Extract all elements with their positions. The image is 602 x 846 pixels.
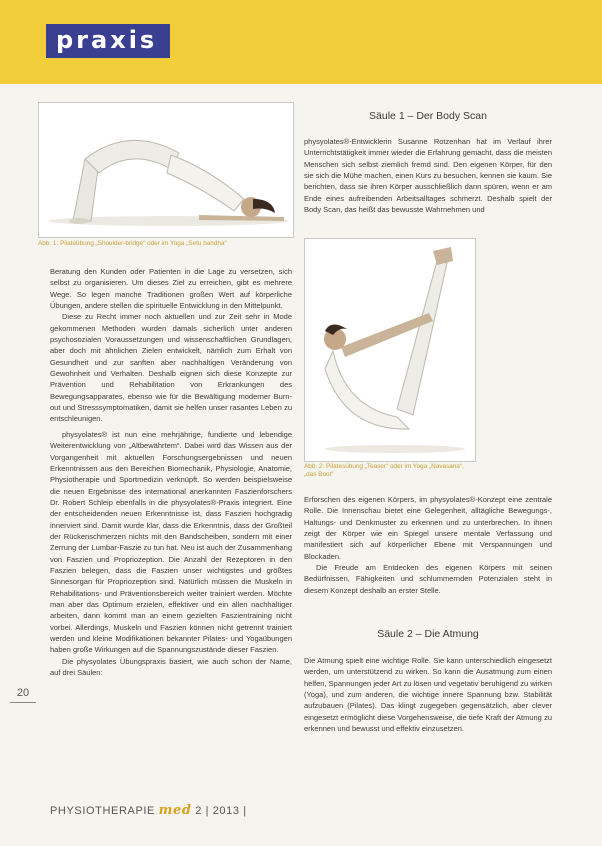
teaser-boat-illustration: [305, 239, 475, 461]
page-number: 20: [16, 687, 30, 699]
footer-issue: 2 | 2013 |: [195, 805, 247, 817]
left-paragraph-4: Die physyolates Übungspraxis basiert, wie auch schon der Name, auf drei Säulen:: [50, 656, 292, 678]
heading-saeule-2: Säule 2 – Die Atmung: [377, 628, 479, 640]
section-tab: [46, 24, 170, 58]
shoulder-bridge-illustration: [39, 103, 293, 237]
footer-magazine-name: PHYSIOTHERAPIE: [50, 805, 155, 817]
section-label: praxis: [56, 26, 158, 54]
right-column-text-2: [304, 494, 552, 596]
right-paragraph-1: physyolates®-Entwicklerin Susanne Rotzenhan hat im Verlauf ihrer Unterrichtstätigkeit immer wieder die Erfahrung gemacht, dass die meisten Menschen sich selbst ziemlich fremd sind. Den eigenen Körper, für den sie sich die Mühe machen, einen Kurs zu besuchen, kennen sie kaum. Sie berichten, dass sie ihren Körper ausschließlich dann spüren, wenn er am Ende eines aufreibenden Arbeitsalltages schmerzt. Deshalb spielt der Body Scan, das heißt das bewusste Wahrnehmen und: [304, 137, 552, 215]
right-column-text-1: [304, 136, 552, 215]
heading-saeule-1: Säule 1 – Der Body Scan: [369, 110, 487, 122]
figure-1-photo: [38, 102, 294, 238]
footer-brand-med: med: [158, 803, 192, 818]
left-paragraph-2: Diese zu Recht immer noch aktuellen und zur Zeit sehr in Mode gekommenen Methoden wurden damals sicherlich unter anderen psychosozialen Voraussetzungen und wissenschaftlichen Grundlagen, aber doch mit ähnlichen Zielen entwickelt, nämlich zum Erhalt von Gesundheit und zur sanften aber nachhaltigen Veränderung von Gewohnheit und Verhalten. Deshalb eignen sich diese Konzepte zur Prävention und Rehabilitation von Erkrankungen des Bewegungsapparates, ebenso wie für die Bewältigung moderner Burn-out und Stresssymptomatiken, damit sie helfen unser rasantes Leben zu entschleunigen.: [50, 312, 292, 424]
right-column-text-3: [304, 655, 552, 734]
right-paragraph-2: Erforschen des eigenen Körpers, im physyolates®-Konzept eine zentrale Rolle. Die Innenschau bietet eine Gelegenheit, alltägliche Bewegungs-, Haltungs- und Denkmuster zu erkennen und zu unterbrechen. In ihnen zeigt der Körper wie ein Spiegel unsere mentale Verfassung und manifestiert sich auf körperlicher Ebene mit Verspannungen und Blockaden.: [304, 495, 552, 561]
figure-2-photo: [304, 238, 476, 462]
left-paragraph-3: physyolates® ist nun eine mehrjährige, fundierte und lebendige Weiterentwicklung von „Altbewährtem“. Dabei wird das Wissen aus der Vorgangenheit mit aktuellen Forschungsergebnissen und neuen Erkenntnissen aus den Bereichen Biomechanik, Physiologie, Anatomie, Physiotherapie und Sportmedizin verknüpft. So werden beispielsweise die neuen Ergebnisse des international anerkannten Faszienforschers Dr. Robert Schleip ebenfalls in die physyolates®-Praxis integriert. Eine der entscheidenden neuen Erkenntnisse ist, dass Faszien hochgradig innerviert sind. Damit wurde klar, dass die Erkenntnis, dass der Großteil der Rückenschmerzen nichts mit den Bandscheiben, sondern mit einer Zerrung der Lumbar-Faszie zu tun hat. Neu ist auch der Zusammenhang von Faszien und Propriozeption. Die Anzahl der Rezeptoren in den Faszien belegen, dass die Faszien unser wichtigstes und größtes Sinnesorgan für Propriozeption sind. Natürlich müssen die Muskeln in Rehabilitations- und Präventionsbereich weiter trainiert werden. Möchte man aber das Optimum erzielen, effektiver und ein allen nachhaltiger arbeiten, dann kommt man an einem gezielten Faszientraining nicht vorbei. Allerdings, Muskeln und Faszien können nicht getrennt trainiert werden und kleine Modifikationen bekannter Pilates- und Yogaübungen haben große Wirkungen auf die Spannungszustände dieser Faszien.: [50, 429, 292, 655]
page-number-rule: [10, 702, 36, 703]
figure-1-caption: Abb. 1: Pilateübung „Shoulder-bridge“ oder im Yoga „Setu bandha“: [38, 240, 227, 247]
left-paragraph-1: Beratung den Kunden oder Patienten in die Lage zu versetzen, sich selbst zu organisieren. Um dieses Ziel zu erreichen, gibt es mehrere Wege. So legen manche Traditionen großen Wert auf körperliche Übungen, andere stellen die spirituelle Entwicklung in den Mittelpunkt.: [50, 267, 292, 311]
footer-masthead: [50, 803, 247, 818]
left-column-text: [50, 266, 292, 678]
figure-2-caption: Abb. 2: Pilatesübung „Teaser“ oder im Yoga „Navasana“, „das Boot“: [304, 463, 464, 479]
right-paragraph-4: Die Atmung spielt eine wichtige Rolle. Sie kann unterschiedlich eingesetzt werden, um unterstützend zu wirken. So kann die Ausatmung zum einen helfen, Spannungen jeder Art zu lösen und vegetativ beruhigend zu wirken (Yoga), und zum anderen, die wichtige innere Spannung bzw. Stabilität aufzubauen (Pilates). Das klingt zugegeben gegensätzlich, aber clever eingesetzt ermöglicht diese Vorgehensweise, die tiefe Kraft der Atmung zu erkennen und bewusst und effektiv einzusetzen.: [304, 656, 552, 734]
right-paragraph-3: Die Freude am Entdecken des eigenen Körpers mit seinen Bedürfnissen, Fähigkeiten und schlummernden Potenzialen steht in diesem Konzept deshalb an erster Stelle.: [304, 563, 552, 595]
